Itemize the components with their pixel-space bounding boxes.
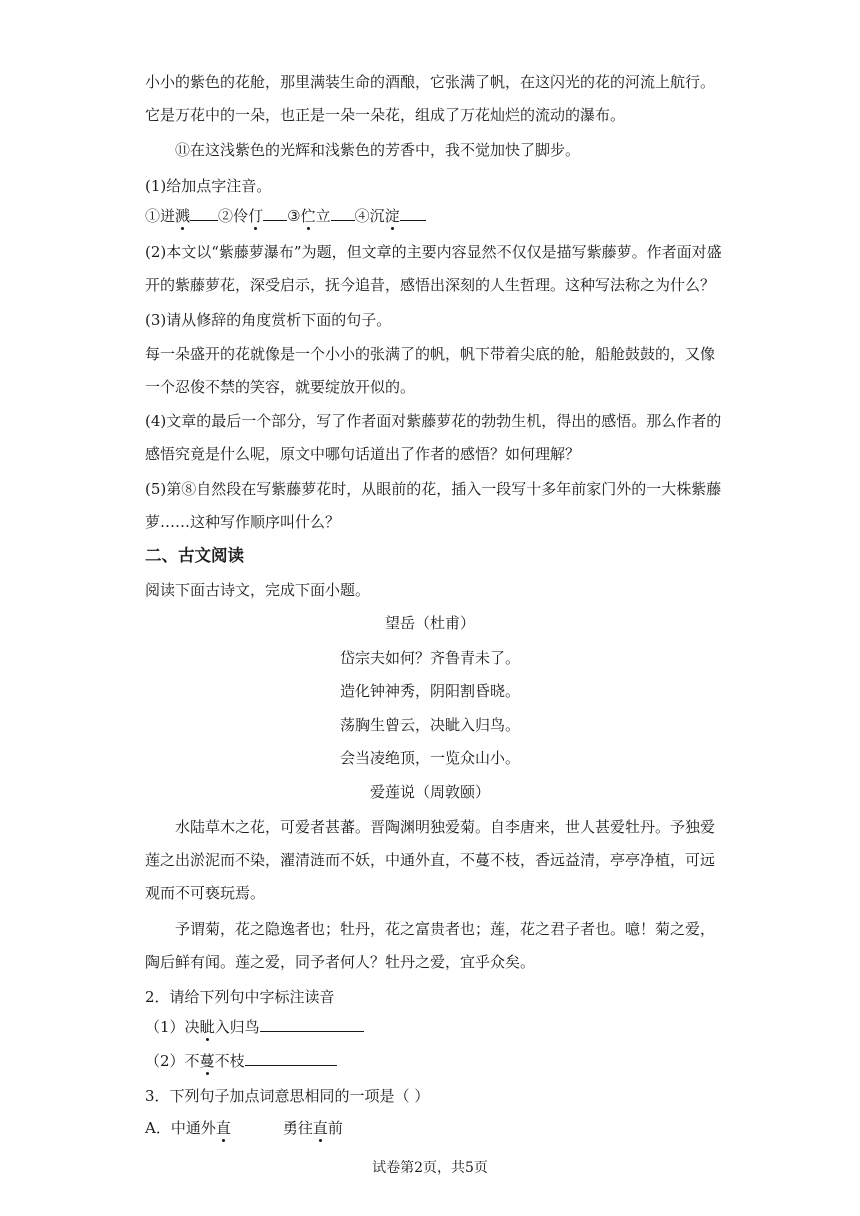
poem-line: 会当凌绝顶，一览众山小。 bbox=[339, 749, 520, 767]
emphasis-char: 溅 bbox=[175, 207, 191, 225]
question-2-item-2: （2）不蔓不枝 bbox=[145, 1050, 337, 1072]
emphasis-char: 蔓 bbox=[199, 1052, 215, 1070]
emphasis-char: 伫 bbox=[300, 207, 316, 225]
emphasis-char: 眦 bbox=[199, 1018, 215, 1036]
question-2-line: 开的紫藤萝花，深受启示，抚今追昔，感悟出深刻的人生哲理。这种写法称之为什么？ bbox=[145, 276, 716, 294]
essay-line: 水陆草木之花，可爱者甚蕃。晋陶渊明独爱菊。自李唐来，世人甚爱牡丹。予独爱 bbox=[175, 818, 716, 836]
question-4-line: (4)文章的最后一个部分，写了作者面对紫藤萝花的勃勃生机，得出的感悟。那么作者的 bbox=[145, 412, 722, 430]
question-3-label: (3)请从修辞的角度赏析下面的句子。 bbox=[145, 311, 392, 329]
answer-blank[interactable] bbox=[260, 1016, 364, 1032]
essay-line: 陶后鲜有闻。莲之爱，同予者何人？牡丹之爱，宜乎众矣。 bbox=[145, 953, 536, 971]
section-instruction: 阅读下面古诗文，完成下面小题。 bbox=[145, 581, 371, 599]
question-3-quote: 一个忍俊不禁的笑容，就要绽放开似的。 bbox=[145, 378, 416, 396]
question-2-item-1: （1）决眦入归鸟 bbox=[145, 1016, 364, 1038]
answer-blank[interactable] bbox=[245, 1050, 337, 1066]
emphasis-char: 直 bbox=[215, 1119, 231, 1137]
poem-line: 造化钟神秀，阴阳割昏晓。 bbox=[339, 682, 520, 700]
poem-title: 望岳（杜甫） bbox=[384, 614, 475, 632]
answer-blank[interactable] bbox=[331, 205, 355, 221]
emphasis-char: 淀 bbox=[384, 207, 400, 225]
poem-line: 岱宗夫如何？齐鲁青未了。 bbox=[339, 649, 520, 667]
question-3-quote: 每一朵盛开的花就像是一个小小的张满了的帆，帆下带着尖底的舱，船舱鼓鼓的，又像 bbox=[145, 345, 716, 363]
answer-blank[interactable] bbox=[190, 205, 218, 221]
poem-line: 荡胸生曾云，决眦入归鸟。 bbox=[339, 716, 520, 734]
page-footer: 试卷第2页，共5页 bbox=[372, 1160, 488, 1176]
question-5-line: 萝……这种写作顺序叫什么？ bbox=[145, 513, 341, 531]
question-4-line: 感悟究竟是什么呢，原文中哪句话道出了作者的感悟？如何理解？ bbox=[145, 445, 581, 463]
question-1-label: (1)给加点字注音。 bbox=[145, 177, 272, 195]
answer-blank[interactable] bbox=[400, 205, 426, 221]
question-3-label: 3．下列句子加点词意思相同的一项是（ ） bbox=[145, 1087, 430, 1105]
passage-line: 小小的紫色的花舱，那里满装生命的酒酿，它张满了帆，在这闪光的花的河流上航行。 bbox=[145, 73, 716, 91]
passage-paragraph-11: ⑪在这浅紫色的光辉和浅紫色的芳香中，我不觉加快了脚步。 bbox=[175, 141, 581, 159]
option-a[interactable]: A．中通外直 勇往直前 bbox=[145, 1119, 343, 1137]
question-1-items: ①迸溅 ②伶仃 ③伫立 ④沉淀 bbox=[145, 205, 426, 227]
essay-line: 观而不可亵玩焉。 bbox=[145, 884, 266, 902]
question-2-line: (2)本文以“紫藤萝瀑布”为题，但文章的主要内容显然不仅仅是描写紫藤萝。作者面对盛 bbox=[145, 243, 722, 261]
question-2-label: 2．请给下列句中字标注读音 bbox=[145, 988, 335, 1006]
section-heading: 二、古文阅读 bbox=[145, 546, 244, 565]
passage-line: 它是万花中的一朵，也正是一朵一朵花，组成了万花灿烂的流动的瀑布。 bbox=[145, 106, 626, 124]
essay-title: 爱莲说（周敦颐） bbox=[369, 783, 490, 801]
emphasis-char: 仃 bbox=[248, 207, 264, 225]
emphasis-char: 直 bbox=[312, 1119, 328, 1137]
essay-line: 莲之出淤泥而不染，濯清涟而不妖，中通外直，不蔓不枝，香远益清，亭亭净植，可远 bbox=[145, 851, 716, 869]
essay-line: 予谓菊，花之隐逸者也；牡丹，花之富贵者也；莲，花之君子者也。噫！菊之爱， bbox=[175, 920, 716, 938]
question-5-line: (5)第⑧自然段在写紫藤萝花时，从眼前的花，插入一段写十多年前家门外的一大株紫藤 bbox=[145, 480, 722, 498]
answer-blank[interactable] bbox=[263, 205, 287, 221]
